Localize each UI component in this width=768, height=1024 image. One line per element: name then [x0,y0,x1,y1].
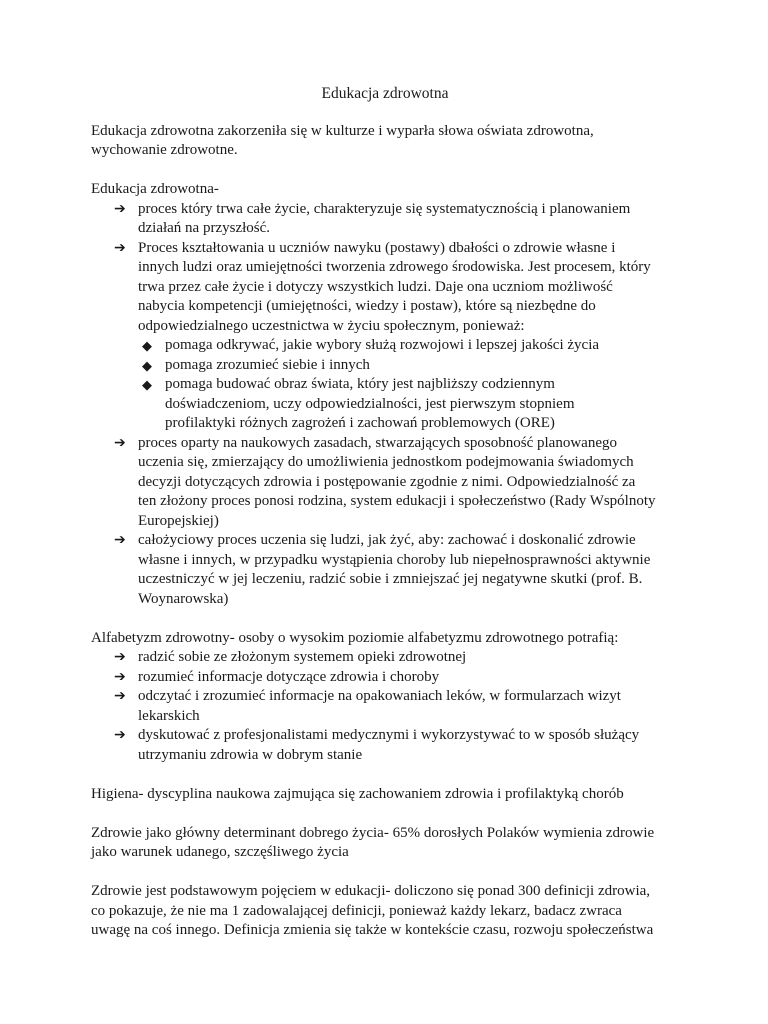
section-heading-edukacja: Edukacja zdrowotna- [91,181,219,197]
list-item [91,687,691,726]
list-item [91,239,691,434]
intro-paragraph [91,122,691,161]
sub-list-item [138,336,691,356]
text-line: lekarskich [138,707,200,724]
text-line: proces oparty na naukowych zasadach, stwarzających sposobność planowanego [138,434,617,451]
diamond-bullet-icon: ◆ [142,377,152,392]
sub-list [138,336,691,434]
diamond-bullet-icon: ◆ [142,357,152,373]
list-item [91,726,691,765]
text-line: Edukacja zdrowotna zakorzeniła się w kulturze i wyparła słowa oświata zdrowotna, [91,122,594,139]
list-item [91,668,691,688]
text-line: jako warunek udanego, szczęśliwego życia [91,844,349,860]
list-item [91,648,691,668]
text-line: uczenia się, zmierzający do umożliwienia jednostkom podejmowania świadomych [138,454,634,470]
list-item [91,200,691,239]
text-line: decyzji dotyczących zdrowia i postępowanie zgodnie z nimi. Odpowiedzialność za [138,473,636,490]
text-line: uczestniczyć w jej leczeniu, radzić sobie i zmniejszać jej negatywne skutki (prof. B. [138,571,643,587]
text-line: odpowiedzialnego uczestnictwa w życiu społecznym, ponieważ: [138,317,525,334]
diamond-bullet-icon: ◆ [142,338,152,353]
higiena-paragraph [91,785,691,805]
alfabetyzm-list [91,648,691,765]
text-line: Woynarowska) [138,590,229,607]
text-line: profilaktyki różnych zagrożeń i zachowań problemowych (ORE) [165,415,555,431]
text-line: trwa przez całe życie i dotyczy wszystkich ludzi. Daje ona uczniom możliwość [138,278,613,295]
text-line: pomaga odkrywać, jakie wybory służą rozwojowi i lepszej jakości życia [165,337,600,353]
arrow-bullet-icon: ➔ [114,669,126,685]
text-line: pomaga budować obraz świata, który jest najbliższy codziennym [165,376,555,392]
zdrowie-determinant-paragraph [91,824,691,863]
sub-list-item [138,375,691,434]
text-line: wychowanie zdrowotne. [91,142,238,158]
text-line: rozumieć informacje dotyczące zdrowia i choroby [138,668,440,685]
list-item [91,531,691,609]
edukacja-definitions-list [91,200,691,610]
text-line: pomaga zrozumieć siebie i innych [165,356,370,373]
text-line: własne i innych, w przypadku wystąpienia choroby lub niepełnosprawności aktywnie [138,551,651,568]
text-line: utrzymaniu zdrowia w dobrym stanie [138,746,363,763]
text-line: doświadczeniom, uczy odpowiedzialności, jest pierwszym stopniem [165,395,575,412]
document-title: Edukacja zdrowotna [321,85,449,102]
arrow-bullet-icon: ➔ [114,728,126,743]
arrow-bullet-icon: ➔ [114,533,126,548]
text-line: Higiena- dyscyplina naukowa zajmująca się zachowaniem zdrowia i profilaktyką chorób [91,785,624,802]
text-line: Proces kształtowania u uczniów nawyku (postawy) dbałości o zdrowie własne i [138,239,616,256]
text-line: Zdrowie jest podstawowym pojęciem w edukacji- doliczono się ponad 300 definicji zdrowia, [91,883,651,899]
text-line: innych ludzi oraz umiejętności tworzenia zdrowego środowiska. Jest procesem, który [138,259,651,275]
text-line: dyskutować z profesjonalistami medycznymi i wykorzystywać to w sposób służący [138,727,640,743]
text-line: Europejskiej) [138,512,219,529]
text-line: całożyciowy proces uczenia się ludzi, jak żyć, aby: zachować i doskonalić zdrowie [138,532,636,548]
list-item [91,434,691,532]
text-line: Zdrowie jako główny determinant dobrego życia- 65% dorosłych Polaków wymienia zdrowie [91,824,655,841]
arrow-bullet-icon: ➔ [114,689,126,704]
text-line: proces który trwa całe życie, charakteryzuje się systematycznością i planowaniem [138,200,631,217]
text-line: ten złożony proces ponosi rodzina, system edukacji i społeczeństwo (Rady Wspólnoty [138,493,656,509]
arrow-bullet-icon: ➔ [114,201,126,217]
text-line: co pokazuje, że nie ma 1 zadowalającej definicji, ponieważ każdy lekarz, badacz zwraca [91,902,622,919]
arrow-bullet-icon: ➔ [114,435,126,451]
text-line: radzić sobie ze złożonym systemem opieki zdrowotnej [138,649,467,665]
sub-list-item [138,356,691,376]
text-line: nabycia kompetencji (umiejętności, wiedzy i postaw), które są niezbędne do [138,298,596,314]
section-heading-alfabetyzm: Alfabetyzm zdrowotny- osoby o wysokim poziomie alfabetyzmu zdrowotnego potrafią: [91,629,619,646]
text-line: uwagę na coś innego. Definicja zmienia się także w kontekście czasu, rozwoju społeczeństwa [91,922,654,938]
arrow-bullet-icon: ➔ [114,650,126,665]
document-page [91,84,691,941]
arrow-bullet-icon: ➔ [114,240,126,256]
text-line: odczytać i zrozumieć informacje na opakowaniach leków, w formularzach wizyt [138,688,621,704]
zdrowie-definition-paragraph [91,882,691,941]
text-line: działań na przyszłość. [138,220,271,236]
